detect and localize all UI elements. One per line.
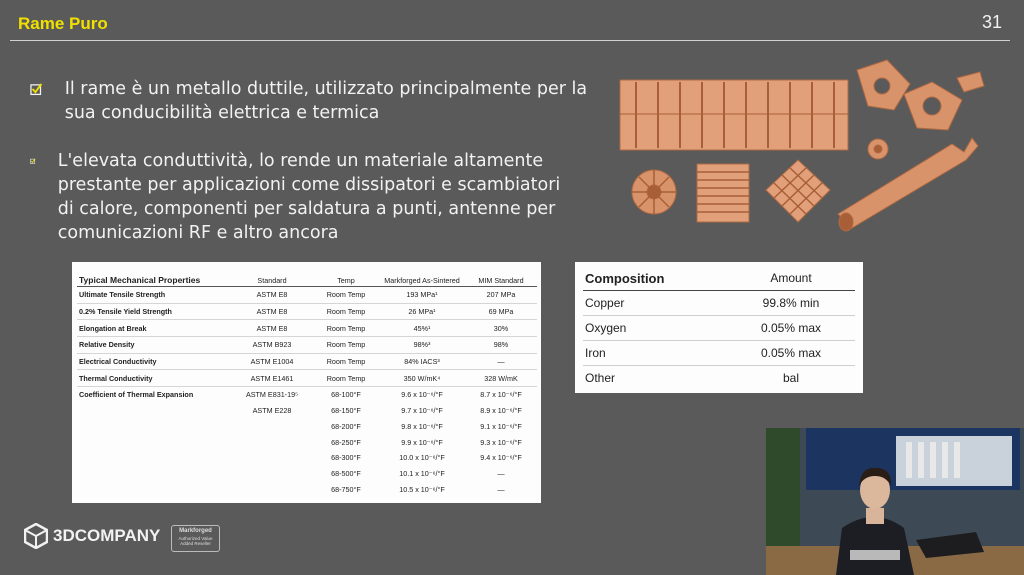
cube-logo-icon: [24, 523, 48, 549]
table-cell: 328 W/mK: [465, 370, 537, 387]
company-logo: [24, 523, 160, 549]
table-cell: 10.1 x 10⁻⁶/°F: [399, 468, 445, 478]
markforged-reseller-badge: [171, 525, 220, 552]
table-cell: ASTM E8: [231, 320, 313, 337]
bullet-text: Il rame è un metallo duttile, utilizzato principalmente per la sua conducibilità elettrica e termica: [64, 79, 588, 123]
table-cell: 9.3 x 10⁻⁶/°F: [480, 437, 522, 447]
table-cell: 68-200°F: [331, 421, 361, 431]
bullet-1: [30, 77, 600, 125]
table-cell: [77, 481, 231, 497]
table-cell: 68-100°F: [331, 390, 361, 400]
table-cell: 98%: [465, 337, 537, 354]
presenter-video: [766, 428, 1024, 575]
table-header: Typical Mechanical Properties: [77, 264, 231, 287]
badge-subtitle: Authorized Value Added Reseller: [178, 536, 213, 546]
table-cell: 30%: [465, 320, 537, 337]
table-cell: 68-500°F: [331, 468, 361, 478]
table-cell: [77, 419, 231, 435]
table-cell: 99.8% min: [727, 291, 855, 316]
table-cell: Room Temp: [313, 303, 379, 320]
table-cell: ASTM E1004: [231, 353, 313, 370]
table-cell: 0.05% max: [727, 341, 855, 366]
table-row: [77, 450, 537, 466]
table-cell: Elongation at Break: [77, 320, 231, 337]
table-cell: [77, 450, 231, 466]
table-cell: Room Temp: [313, 337, 379, 354]
table-row: [77, 466, 537, 482]
badge-title: Markforged: [179, 528, 212, 534]
table-cell: [77, 403, 231, 419]
table-header-row: [583, 266, 855, 291]
table-cell: 10.5 x 10⁻⁶/°F: [399, 484, 445, 494]
table-header: Amount: [727, 266, 855, 291]
slide-title: Rame Puro: [18, 14, 108, 33]
table-row: [77, 353, 537, 370]
table-cell: Room Temp: [313, 353, 379, 370]
table-cell: 98%³: [379, 337, 465, 354]
title-divider: [10, 40, 1010, 41]
table-cell: [231, 419, 313, 435]
table-row: [583, 316, 855, 341]
table-cell: —: [497, 468, 505, 478]
bullet-text: L'elevata conduttività, lo rende un materiale altamente prestante per applicazioni come dissipatori e scambiatori di calore, componenti per saldatura a punti, antenne per comunicazioni RF e altro ancora: [57, 151, 561, 243]
table-cell: [231, 481, 313, 497]
table-cell: Electrical Conductivity: [77, 353, 231, 370]
table-cell: ASTM E228: [252, 406, 292, 416]
bullet-2: [30, 149, 570, 245]
table-cell: ASTM E8: [231, 287, 313, 304]
table-row: [77, 320, 537, 337]
table-cell: 68-250°F: [331, 437, 361, 447]
composition-table: [575, 262, 863, 393]
table-row: [77, 419, 537, 435]
copper-parts-image: [612, 56, 997, 236]
table-cell: 9.8 x 10⁻⁶/°F: [401, 421, 443, 431]
table-cell: ASTM E1461: [231, 370, 313, 387]
table-cell: 350 W/mK⁴: [379, 370, 465, 387]
table-cell: ASTM E831-19⁵: [245, 390, 299, 400]
checkbox-checked-icon: [30, 79, 43, 99]
table-cell: Ultimate Tensile Strength: [77, 287, 231, 304]
checkbox-checked-icon: [30, 151, 36, 171]
table-cell: 69 MPa: [465, 303, 537, 320]
table-header: Temp: [313, 264, 379, 287]
table-row: [583, 366, 855, 391]
table-row: [77, 337, 537, 354]
table-cell: [231, 466, 313, 482]
table-row: [583, 341, 855, 366]
table-cell: 10.0 x 10⁻⁶/°F: [399, 453, 445, 463]
table-cell: Room Temp: [313, 320, 379, 337]
table-row: [77, 303, 537, 320]
table-cell: 45%¹: [379, 320, 465, 337]
table-cell: 9.4 x 10⁻⁶/°F: [480, 453, 522, 463]
table-cell: 26 MPa¹: [379, 303, 465, 320]
table-cell: 9.9 x 10⁻⁶/°F: [401, 437, 443, 447]
table-cell: —: [497, 484, 505, 494]
table-cell: 68-300°F: [331, 453, 361, 463]
table-cell: Thermal Conductivity: [77, 370, 231, 387]
table-header: Composition: [583, 266, 727, 291]
table-cell: Relative Density: [77, 337, 231, 354]
table-row: [77, 370, 537, 387]
table-cell: 207 MPa: [465, 287, 537, 304]
table-row: [77, 434, 537, 450]
table-cell: ASTM B923: [231, 337, 313, 354]
table-cell: 9.1 x 10⁻⁶/°F: [480, 421, 522, 431]
table-row: [77, 287, 537, 304]
table-header: Standard: [231, 264, 313, 287]
table-row: [77, 387, 537, 403]
table-cell: ASTM E8: [231, 303, 313, 320]
table-cell: Oxygen: [583, 316, 727, 341]
table-header: Markforged As-Sintered: [379, 264, 465, 287]
table-header-row: [77, 264, 537, 287]
table-cell: bal: [782, 371, 799, 385]
table-header: MIM Standard: [465, 264, 537, 287]
table-cell: 0.05% max: [727, 316, 855, 341]
table-cell: [231, 434, 313, 450]
table-cell: Room Temp: [313, 287, 379, 304]
table-cell: 68-150°F: [331, 406, 361, 416]
table-cell: Other: [585, 371, 616, 385]
table-cell: Copper: [583, 291, 727, 316]
table-cell: 9.7 x 10⁻⁶/°F: [401, 406, 443, 416]
table-cell: Iron: [583, 341, 727, 366]
mechanical-properties-table: [72, 262, 541, 503]
table-cell: 8.7 x 10⁻⁶/°F: [480, 390, 522, 400]
page-number: 31: [981, 12, 1002, 32]
table-cell: 84% IACS³: [379, 353, 465, 370]
table-cell: 0.2% Tensile Yield Strength: [77, 303, 231, 320]
table-row: [77, 403, 537, 419]
table-cell: [77, 434, 231, 450]
table-cell: 8.9 x 10⁻⁶/°F: [480, 406, 522, 416]
logo-text: 3DCOMPANY: [53, 526, 161, 545]
table-cell: Coefficient of Thermal Expansion: [79, 390, 194, 400]
table-cell: 193 MPa¹: [379, 287, 465, 304]
table-cell: Room Temp: [313, 370, 379, 387]
table-row: [77, 481, 537, 497]
table-cell: —: [465, 353, 537, 370]
table-cell: 9.6 x 10⁻⁶/°F: [401, 390, 443, 400]
table-cell: [77, 466, 231, 482]
table-row: [583, 291, 855, 316]
table-cell: [231, 450, 313, 466]
table-cell: 68-750°F: [331, 484, 361, 494]
